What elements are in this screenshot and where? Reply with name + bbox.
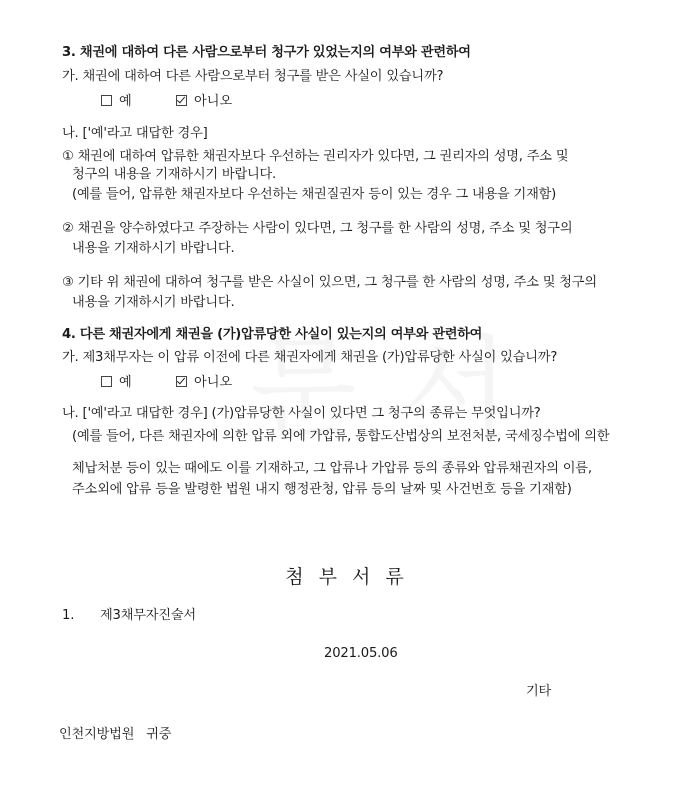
option-label: 아니오 (194, 375, 233, 390)
checkbox-empty-icon[interactable] (101, 95, 112, 106)
court-addressee: 인천지방법원 귀중 (59, 727, 172, 742)
option-label: 예 (119, 375, 132, 390)
section3-option-no[interactable] (176, 93, 232, 111)
section3-question: 가. 채권에 대하여 다른 사람으로부터 청구를 받은 사실이 있습니까? (62, 69, 444, 84)
section3-item1-line2: 청구의 내용을 기재하시기 바랍니다. (72, 167, 277, 182)
section4-option-yes[interactable] (101, 374, 132, 392)
attachment-name: 제3채무자진술서 (100, 608, 196, 623)
checkbox-checked-icon[interactable] (176, 95, 187, 106)
section3-item2-line1: ② 채권을 양수하였다고 주장하는 사람이 있다면, 그 청구를 한 사람의 성명, 주소 및 청구의 (62, 221, 573, 236)
section4-yes-case: 나. ['예'라고 대답한 경우] (가)압류당한 사실이 있다면 그 청구의 종류는 무엇입니까? (62, 406, 541, 421)
section3-heading: 3. 채권에 대하여 다른 사람으로부터 청구가 있었는지의 여부와 관련하여 (62, 45, 471, 60)
section4-note-line2: 체납처분 등이 있는 때에도 이를 기재하고, 그 압류나 가압류 등의 종류와 압류채권자의 이름, (72, 461, 592, 476)
section3-item1-line3: (예를 들어, 압류한 채권자보다 우선하는 채권질권자 등이 있는 경우 그 내용을 기재함) (72, 187, 557, 202)
section3-item3-line2: 내용을 기재하시기 바랍니다. (72, 295, 235, 310)
section4-note-line3: 주소외에 압류 등을 발령한 법원 내지 행정관청, 압류 등의 날짜 및 사건번호 등을 기재함) (72, 482, 572, 497)
section3-item3-line1: ③ 기타 위 채권에 대하여 청구를 받은 사실이 있으면, 그 청구를 한 사람의 성명, 주소 및 청구의 (62, 275, 597, 290)
checkbox-checked-icon[interactable] (176, 376, 187, 387)
attachments-title: 첨부서류 (285, 566, 419, 588)
section4-heading: 4. 다른 채권자에게 채권을 (가)압류당한 사실이 있는지의 여부와 관련하여 (62, 327, 483, 342)
section4-note-line1: (예를 들어, 다른 채권자에 의한 압류 외에 가압류, 통합도산법상의 보전처분, 국세징수법에 의한 (72, 429, 610, 444)
section3-item2-line2: 내용을 기재하시기 바랍니다. (72, 241, 235, 256)
checkbox-empty-icon[interactable] (101, 376, 112, 387)
option-label: 예 (119, 94, 132, 109)
section3-item1-line1: ① 채권에 대하여 압류한 채권자보다 우선하는 권리자가 있다면, 그 권리자의 성명, 주소 및 (62, 149, 569, 164)
section4-option-no[interactable] (176, 374, 232, 392)
attachment-number: 1. (62, 608, 75, 623)
section3-yes-case: 나. ['예'라고 대답한 경우] (62, 126, 208, 141)
option-label: 아니오 (194, 94, 233, 109)
section3-option-yes[interactable] (101, 93, 132, 111)
signer-name: 기타 (526, 684, 552, 699)
document-date: 2021.05.06 (324, 646, 398, 661)
section4-question: 가. 제3채무자는 이 압류 이전에 다른 채권자에게 채권을 (가)압류당한 사실이 있습니까? (62, 350, 558, 365)
